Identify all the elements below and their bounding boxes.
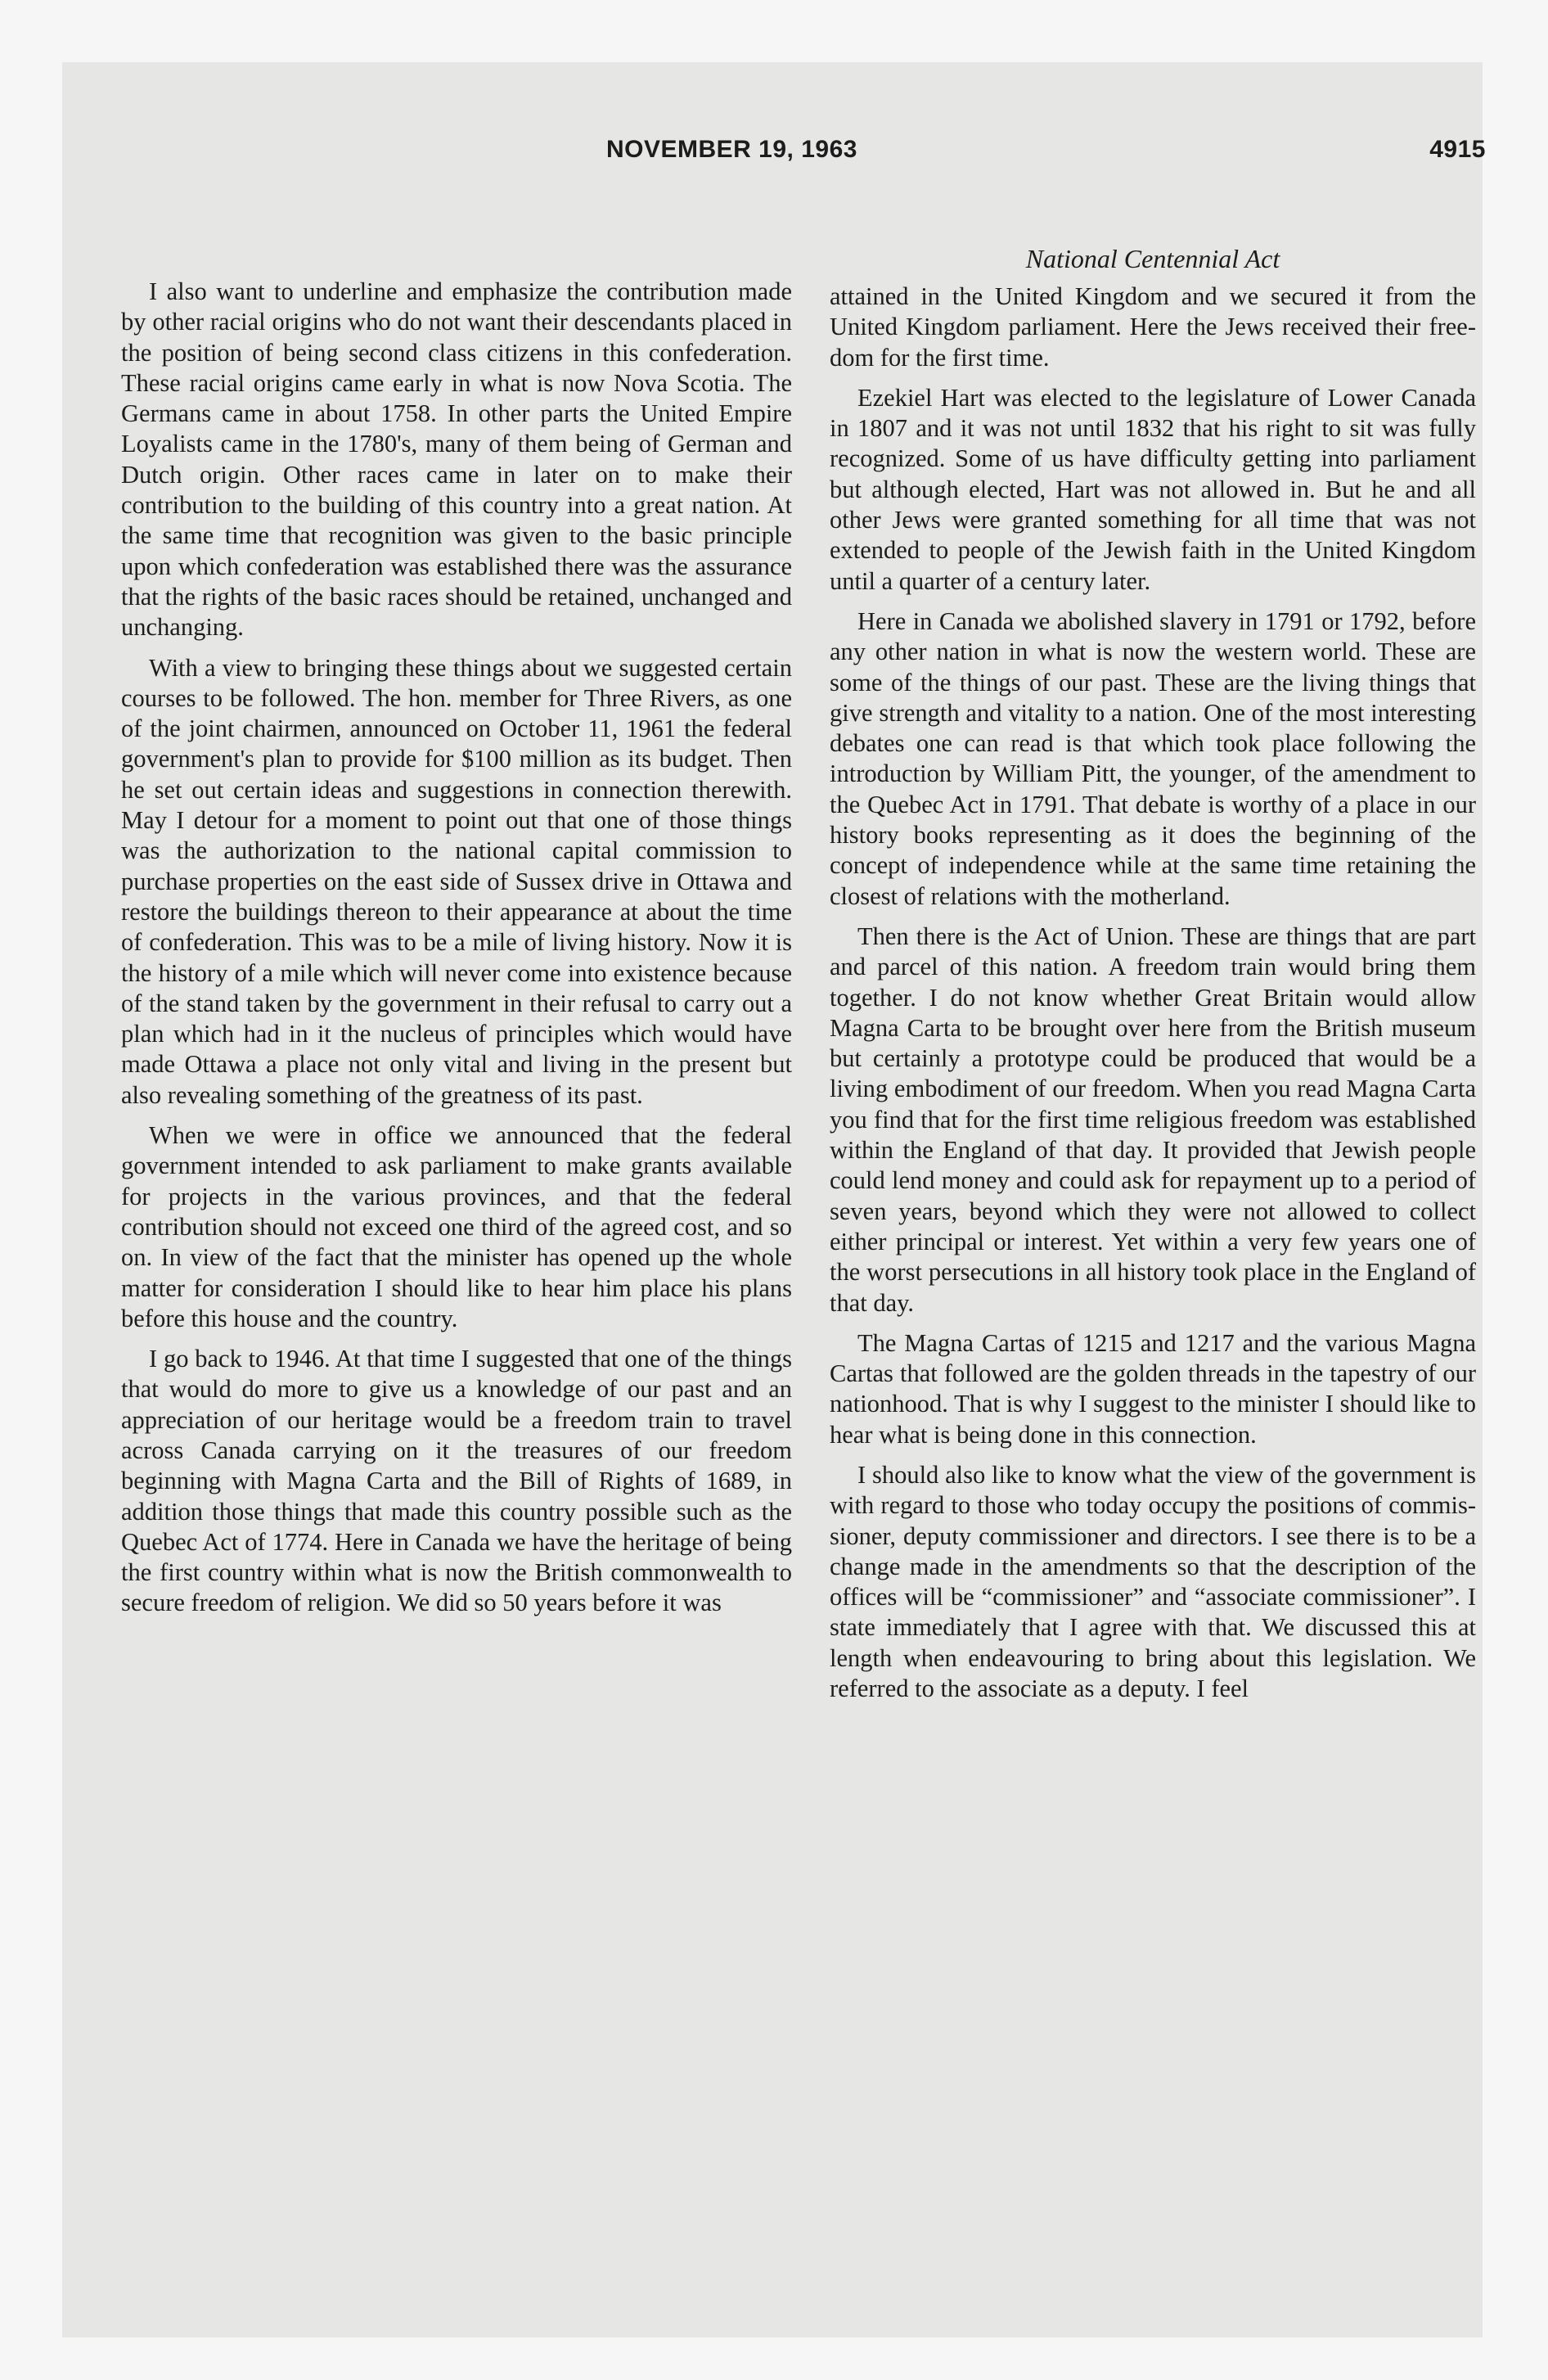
document-page [62, 62, 1486, 2337]
paragraph: I also want to underline and emphasize the contribution made by other racial origins who do not want their descendants placed in the position of being second class citizens in this confederation. These racial origins came early in what is now Nova Scotia. The Germans came in about 1758. In other parts the United Empire Loyalists came in the 1780's, many of them being of German and Dutch origin. Other races came in later on to make their contribution to the building of this country into a great nation. At the same time that recognition was given to the basic principle upon which confederation was established there was the assurance that the rights of the basic races should be retained, unchanged and unchanging. [121, 277, 792, 642]
running-title: National Centennial Act [1025, 244, 1280, 273]
header-date: NOVEMBER 19, 1963 [606, 136, 857, 163]
paragraph: When we were in office we announced that the federal government intended to ask parliament to make grants available for projects in the various provinces, and that the federal contribution should not exceed one third of the agreed cost, and so on. In view of the fact that the minister has opened up the whole matter for consideration I should like to hear him place his plans before this house and the country. [121, 1121, 792, 1332]
paragraph: I go back to 1946. At that time I suggested that one of the things that would do more to give us a knowledge of our past and an appreciation of our heritage would be a freedom train to travel across Canada carrying on it the treasures of our freedom beginning with Magna Carta and the Bill of Rights of 1689, in addition those things that made this country possible such as the Quebec Act of 1774. Here in Canada we have the heritage of being the first country within what is now the British commonwealth to secure freedom of religion. We did so 50 years before it was [121, 1345, 792, 1617]
paragraph: Ezekiel Hart was elected to the legislature of Lower Canada in 1807 and it was not until 1832 that his right to sit was fully recognized. Some of us have difficulty getting into parliament but although elected, Hart was not allowed in. But he and all other Jews were granted something for all time that was not extended to people of the Jewish faith in the United Kingdom until a quarter of a century later. [830, 383, 1476, 595]
left-column [121, 277, 792, 1629]
page-number: 4915 [1429, 136, 1486, 163]
paragraph: Here in Canada we abolished slavery in 1791 or 1792, before any other nation in what is now the western world. These are some of the things of our past. These are the living things that give strength and vitality to a nation. One of the most interesting debates one can read is that which took place following the introduction by William Pitt, the younger, of the amendment to the Quebec Act in 1791. That debate is worthy of a place in our history books representing as it does the beginning of the concept of independence while at the same time retaining the closest of relations with the motherland. [830, 606, 1476, 910]
paragraph: The Magna Cartas of 1215 and 1217 and the various Magna Cartas that followed are the golden threads in the tapestry of our nationhood. That is why I suggest to the minister I should like to hear what is being done in this connection. [830, 1328, 1476, 1449]
paragraph: I should also like to know what the view of the government is with regard to those who today occupy the positions of commissioner, deputy commissioner and directors. I see there is to be a change made in the amendments so that the description of the offices will be “commissioner” and “associate commissioner”. I state immediately that I agree with that. We discussed this at length when endeavouring to bring about this legislation. We referred to the associate as a deputy. I feel [830, 1460, 1476, 1703]
paragraph-continued: attained in the United Kingdom and we secured it from the United Kingdom parliament. Here the Jews received their freedom for the first time. [830, 282, 1476, 372]
paragraph: Then there is the Act of Union. These are things that are part and parcel of this nation. A freedom train would bring them together. I do not know whether Great Britain would allow Magna Carta to be brought over here from the British museum but certainly a prototype could be produced that would be a living embodiment of our freedom. When you read Magna Carta you find that for the first time religious freedom was established within the England of that day. It provided that Jewish people could lend money and could ask for repayment up to a period of seven years, beyond which they were not allowed to collect either principal or interest. Yet within a very few years one of the worst persecutions in all history took place in the England of that day. [830, 922, 1476, 1317]
right-column [830, 282, 1476, 1714]
paragraph: With a view to bringing these things about we suggested certain courses to be followed. The hon. member for Three Rivers, as one of the joint chairmen, announced on October 11, 1961 the federal government's plan to provide for $100 million as its budget. Then he set out certain ideas and suggestions in connection therewith. May I detour for a moment to point out that one of those things was the authorization to the national capital commission to purchase properties on the east side of Sussex drive in Ottawa and restore the buildings thereon to their appearance at about the time of confederation. This was to be a mile of living history. Now it is the history of a mile which will never come into existence because of the stand taken by the government in their refusal to carry out a plan which had in it the nucleus of principles which would have made Ottawa a place not only vital and living in the present but also revealing something of the greatness of its past. [121, 653, 792, 1109]
